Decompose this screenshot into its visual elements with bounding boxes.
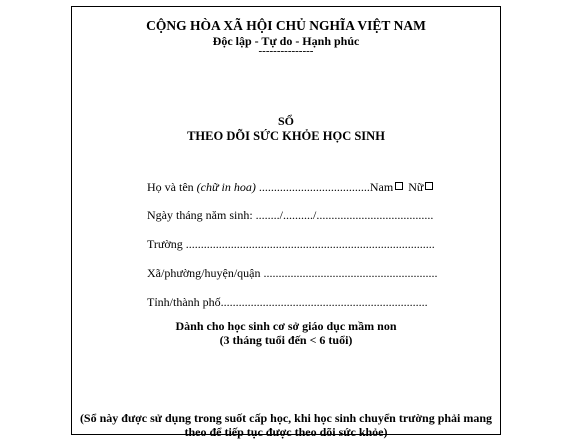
name-note: (chữ in hoa) bbox=[196, 180, 256, 194]
age-range-line: (3 tháng tuổi đến < 6 tuổi) bbox=[219, 333, 353, 347]
book-title: THEO DÕI SỨC KHỎE HỌC SINH bbox=[187, 129, 385, 143]
name-field bbox=[147, 180, 435, 195]
document-frame bbox=[71, 6, 501, 439]
school-field: Trường ................................................................................... bbox=[147, 237, 435, 251]
female-label: Nữ bbox=[405, 180, 424, 194]
province-field: Tỉnh/thành phố..................................................................... bbox=[147, 295, 428, 309]
audience-line: Dành cho học sinh cơ sở giáo dục mầm non bbox=[175, 319, 397, 333]
national-title: CỘNG HÒA XÃ HỘI CHỦ NGHĨA VIỆT NAM bbox=[146, 18, 426, 33]
male-checkbox[interactable] bbox=[395, 182, 403, 190]
name-label: Họ và tên bbox=[147, 180, 197, 194]
motto-underline: --------------- bbox=[258, 45, 314, 57]
dob-field: Ngày tháng năm sinh: ......../........../....................................... bbox=[147, 208, 434, 222]
book-label: SỔ bbox=[277, 114, 294, 128]
male-label: Nam bbox=[369, 180, 394, 194]
female-checkbox[interactable] bbox=[425, 182, 433, 190]
footer-note-line1: (Sổ này được sử dụng trong suốt cấp học, khi học sinh chuyển trường phải mang bbox=[79, 411, 493, 425]
district-field: Xã/phường/huyện/quận .......................................................... bbox=[147, 266, 438, 280]
national-motto: Độc lập - Tự do - Hạnh phúc bbox=[212, 34, 360, 48]
footer-note-line2: theo để tiếp tục được theo dõi sức khỏe) bbox=[184, 425, 388, 439]
name-dots: ..................................... bbox=[255, 180, 370, 194]
